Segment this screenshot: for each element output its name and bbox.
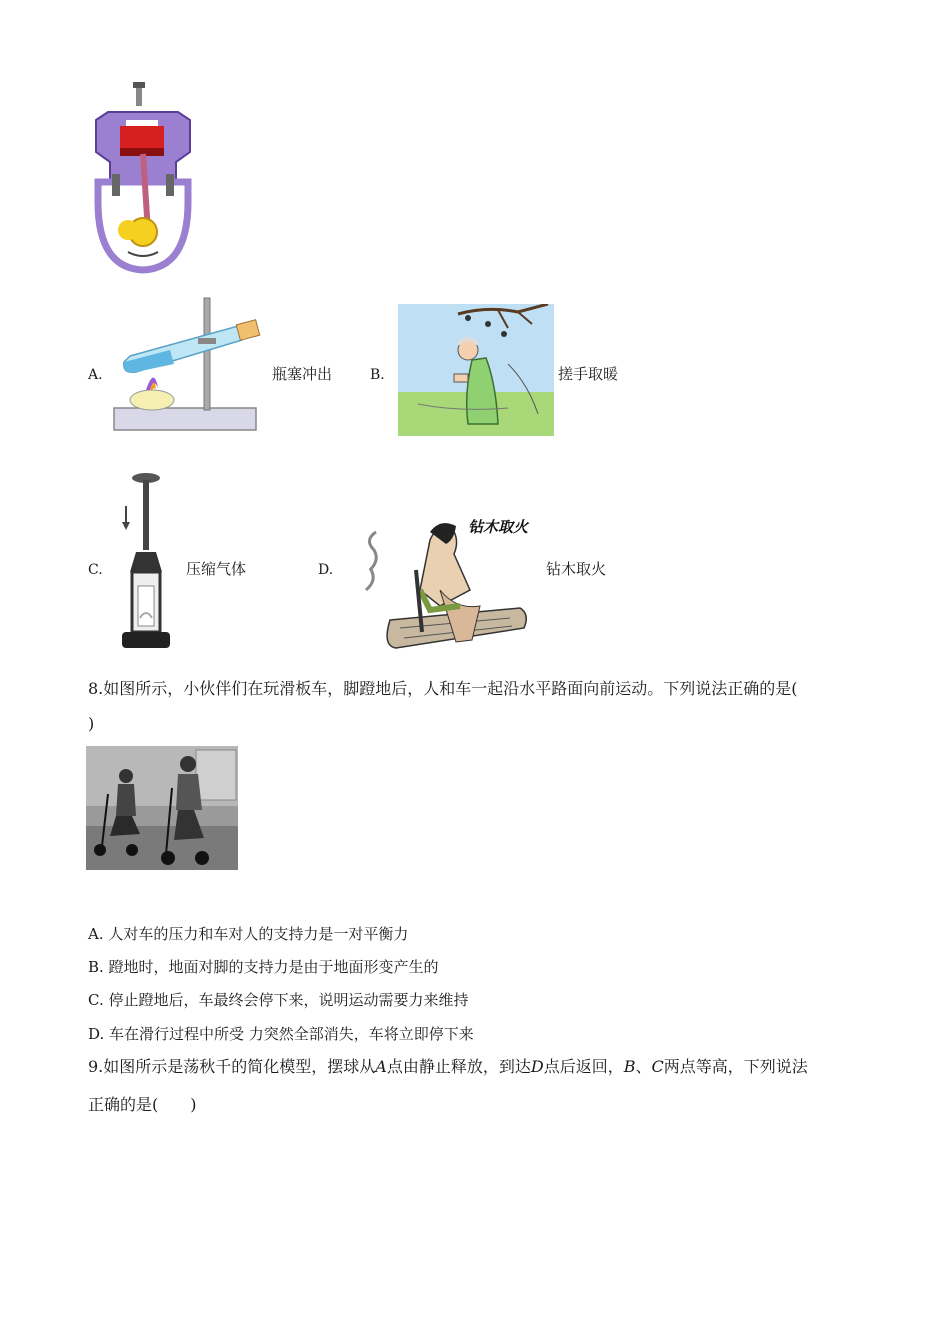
option-d-letter: D. xyxy=(318,562,334,578)
q9-stem-part4: 、 xyxy=(635,1057,652,1076)
q8-option-a: A. 人对车的压力和车对人的支持力是一对平衡力 xyxy=(88,925,409,943)
q8-stem-line1: 8.如图所示，小伙伴们在玩滑板车，脚蹬地后，人和车一起沿水平路面向前运动。下列说法正确的是( xyxy=(88,679,798,698)
q9-stem-line1 xyxy=(88,1056,808,1078)
q8-option-b: B. 蹬地时，地面对脚的支持力是由于地面形变产生的 xyxy=(88,958,439,976)
test-tube-heating-figure xyxy=(110,296,265,434)
q9-point-a: A xyxy=(375,1057,387,1076)
option-c-label: 压缩气体 xyxy=(186,560,247,578)
q9-stem-part5: 两点等高，下列说法 xyxy=(663,1057,808,1076)
drill-wood-fire-figure xyxy=(360,510,540,656)
option-b-letter: B. xyxy=(370,367,385,383)
engine-cylinder-figure xyxy=(88,82,198,274)
drill-caption: 钻木取火 xyxy=(468,518,529,536)
scooter-kids-photo xyxy=(86,746,238,870)
q8-option-d: D. 车在滑行过程中所受 力突然全部消失，车将立即停下来 xyxy=(88,1025,474,1043)
option-c-letter: C. xyxy=(88,562,103,578)
option-a-letter: A. xyxy=(88,367,103,383)
q9-stem-line2: 正确的是( ) xyxy=(88,1095,197,1114)
q9-stem-part2: 点由静止释放，到达 xyxy=(386,1057,531,1076)
q9-stem-part1: 9.如图所示是荡秋千的简化模型，摆球从 xyxy=(88,1057,376,1076)
q8-stem-line2: ) xyxy=(88,714,95,733)
q8-option-c: C. 停止蹬地后，车最终会停下来，说明运动需要力来维持 xyxy=(88,991,469,1009)
q9-point-c: C xyxy=(651,1057,664,1076)
option-b-label: 搓手取暖 xyxy=(558,365,619,383)
rubbing-hands-figure xyxy=(398,304,554,436)
option-a-label: 瓶塞冲出 xyxy=(272,365,333,383)
option-d-label: 钻木取火 xyxy=(546,560,607,578)
air-pump-figure xyxy=(118,468,180,654)
q9-point-b: B xyxy=(623,1057,636,1076)
q9-stem-part3: 点后返回， xyxy=(543,1057,624,1076)
q9-point-d: D xyxy=(530,1057,544,1076)
